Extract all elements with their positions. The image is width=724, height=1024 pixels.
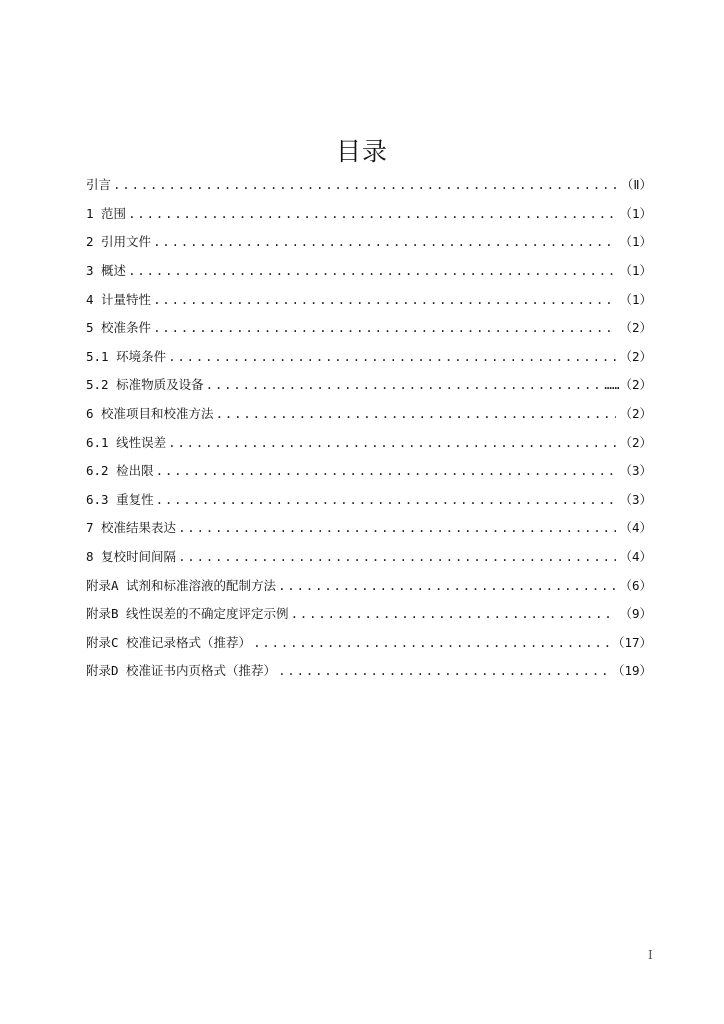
table-of-contents [86, 171, 652, 686]
toc-entry-5-1[interactable] [86, 343, 652, 372]
toc-entry-label: 6.2 检出限 [86, 463, 154, 479]
toc-entry-label: 6.1 线性误差 [86, 434, 167, 450]
toc-dot-leader [128, 263, 616, 279]
toc-dot-leader [153, 320, 616, 336]
toc-dot-leader [178, 520, 616, 536]
toc-entry-page: （2） [619, 320, 652, 336]
toc-entry-label: 5 校准条件 [86, 320, 152, 336]
toc-entry-page: （4） [619, 520, 652, 536]
toc-entry-intro[interactable] [86, 171, 652, 200]
toc-entry-page: ……（2） [604, 377, 652, 393]
toc-entry-label: 6.3 重复性 [86, 491, 154, 507]
toc-dot-leader [128, 206, 616, 222]
toc-entry-6-1[interactable] [86, 428, 652, 457]
toc-entry-page: （1） [619, 291, 652, 307]
toc-dot-leader [153, 292, 616, 308]
toc-entry-label: 2 引用文件 [86, 234, 152, 250]
toc-entry-label: 8 复校时间间隔 [86, 549, 177, 565]
toc-entry-label: 附录A 试剂和标准溶液的配制方法 [86, 577, 277, 593]
toc-entry-page: （Ⅱ） [620, 177, 652, 193]
toc-dot-leader [178, 549, 616, 565]
toc-entry-label: 4 计量特性 [86, 291, 152, 307]
toc-entry-page: （6） [619, 577, 652, 593]
toc-entry-8[interactable] [86, 543, 652, 572]
toc-entry-page: （3） [619, 463, 652, 479]
toc-entry-page: （4） [619, 549, 652, 565]
toc-entry-page: （1） [619, 234, 652, 250]
toc-entry-6[interactable] [86, 400, 652, 429]
toc-dot-leader [278, 578, 616, 594]
toc-entry-appendix-c[interactable] [86, 629, 652, 658]
toc-entry-label: 引言 [86, 177, 112, 193]
toc-entry-7[interactable] [86, 514, 652, 543]
toc-entry-label: 1 范围 [86, 205, 127, 221]
toc-dot-leader [253, 635, 612, 651]
toc-entry-5[interactable] [86, 314, 652, 343]
toc-entry-6-3[interactable] [86, 486, 652, 515]
toc-entry-1[interactable] [86, 200, 652, 229]
toc-entry-4[interactable] [86, 285, 652, 314]
toc-entry-appendix-b[interactable] [86, 600, 652, 629]
page-number: I [648, 948, 653, 962]
toc-dot-leader [156, 492, 616, 508]
toc-entry-label: 6 校准项目和校准方法 [86, 406, 214, 422]
toc-entry-page: （19） [611, 663, 652, 679]
page-title: 目录 [335, 137, 388, 166]
toc-dot-leader [168, 349, 616, 365]
toc-dot-leader [168, 435, 616, 451]
toc-dot-leader [206, 377, 605, 393]
toc-entry-page: （17） [611, 634, 652, 650]
toc-entry-appendix-d[interactable] [86, 657, 652, 686]
toc-entry-5-2[interactable] [86, 371, 652, 400]
toc-entry-3[interactable] [86, 257, 652, 286]
toc-entry-6-2[interactable] [86, 457, 652, 486]
toc-entry-2[interactable] [86, 228, 652, 257]
toc-entry-page: （3） [619, 491, 652, 507]
toc-entry-appendix-a[interactable] [86, 571, 652, 600]
toc-dot-leader [291, 606, 616, 622]
toc-dot-leader [216, 406, 616, 422]
toc-entry-label: 附录B 线性误差的不确定度评定示例 [86, 606, 289, 622]
toc-entry-page: （2） [619, 406, 652, 422]
toc-entry-label: 7 校准结果表达 [86, 520, 177, 536]
toc-entry-page: （1） [619, 205, 652, 221]
toc-dot-leader [153, 234, 616, 250]
toc-entry-label: 5.1 环境条件 [86, 348, 167, 364]
toc-entry-page: （2） [619, 348, 652, 364]
toc-entry-label: 附录D 校准证书内页格式（推荐） [86, 663, 277, 679]
toc-entry-label: 5.2 标准物质及设备 [86, 377, 204, 393]
toc-entry-label: 附录C 校准记录格式（推荐） [86, 634, 252, 650]
toc-dot-leader [278, 663, 612, 679]
toc-entry-page: （9） [619, 606, 652, 622]
toc-entry-page: （1） [619, 263, 652, 279]
toc-dot-leader [113, 177, 616, 193]
toc-entry-label: 3 概述 [86, 263, 127, 279]
toc-dot-leader [156, 463, 616, 479]
toc-entry-page: （2） [619, 434, 652, 450]
